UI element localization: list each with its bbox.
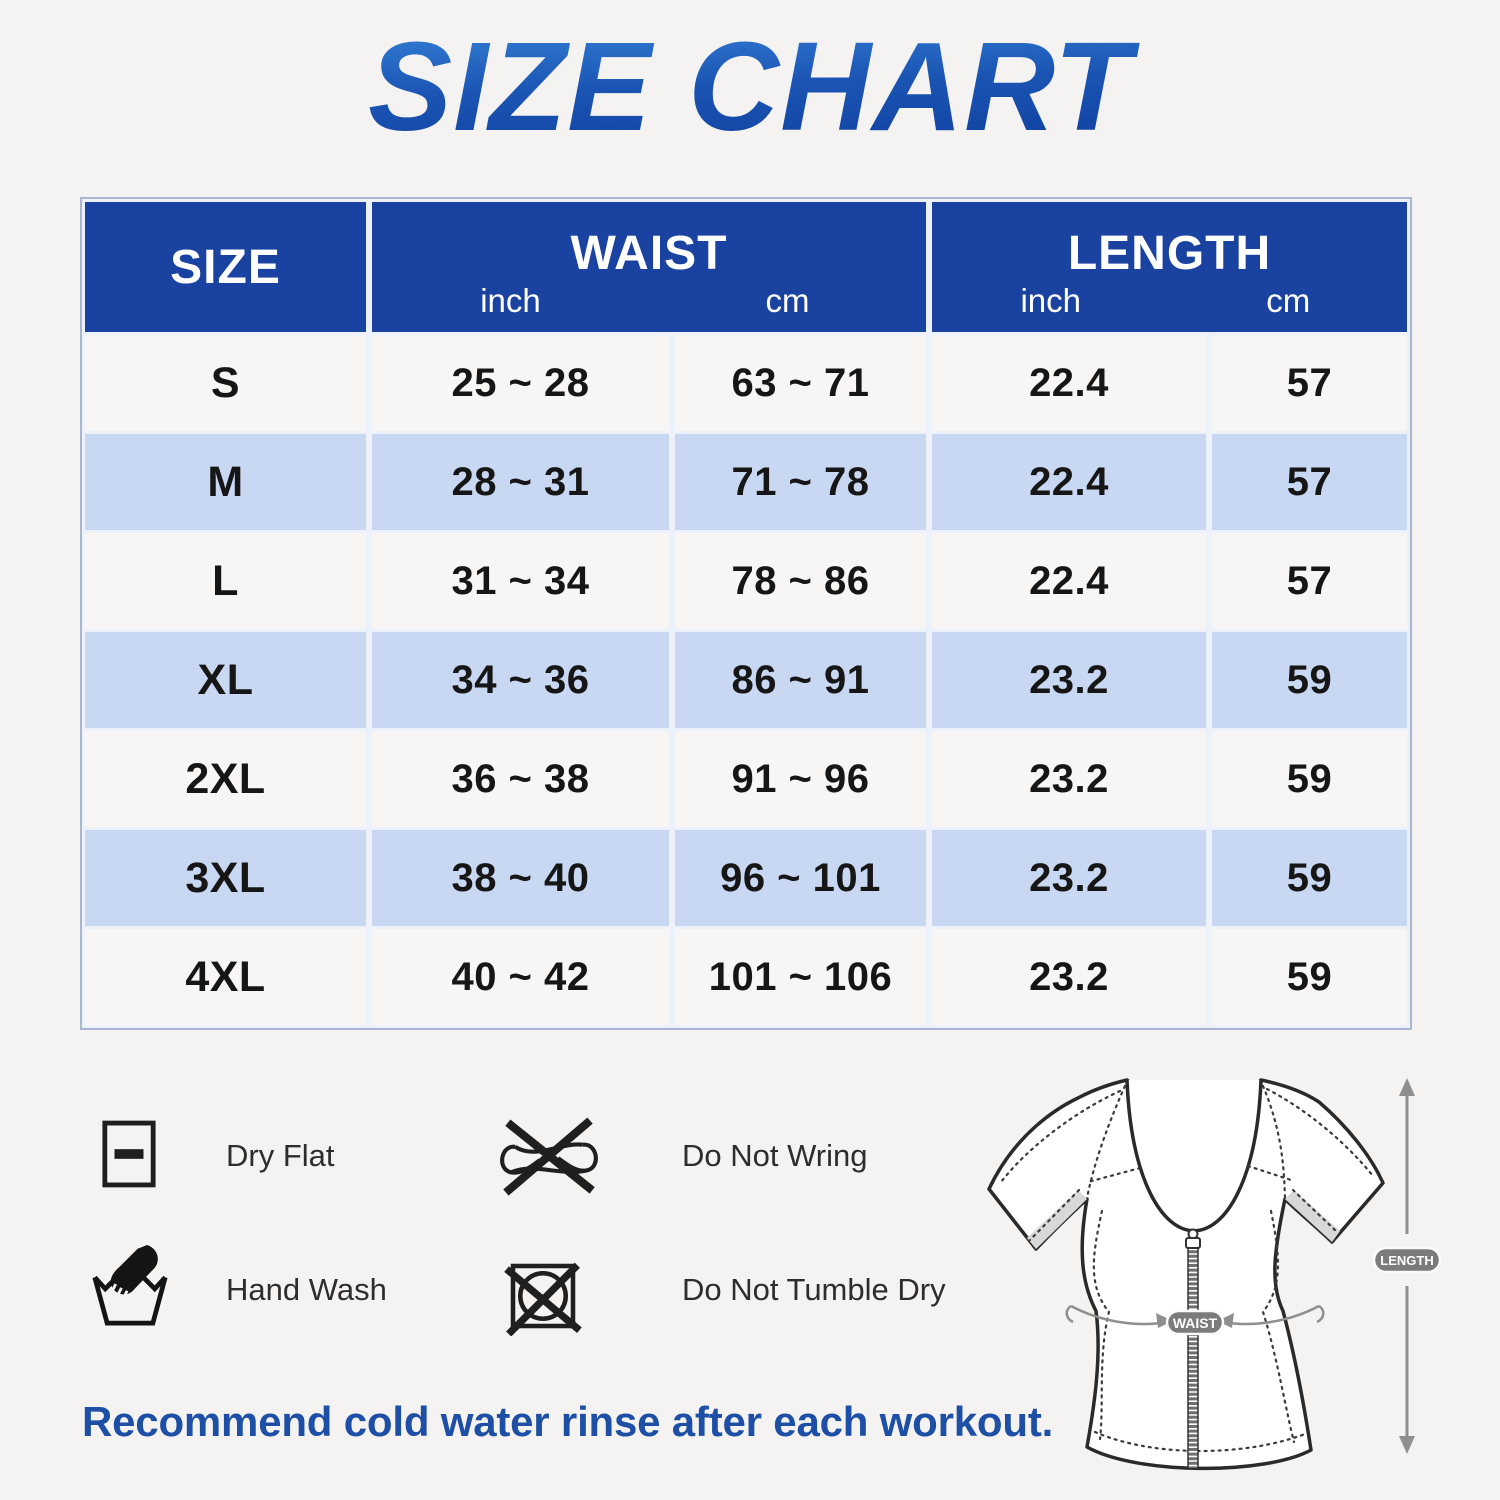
waist-unit-cm: cm — [765, 282, 810, 319]
table-cell: 59 — [1212, 632, 1407, 728]
length-pill-label: LENGTH — [1380, 1253, 1434, 1268]
length-unit-inch: inch — [1020, 282, 1082, 319]
table-cell: 36 ~ 38 — [372, 731, 669, 827]
header-waist-label: WAIST — [570, 227, 728, 280]
table-cell: 23.2 — [932, 731, 1206, 827]
waist-unit-inch: inch — [480, 282, 541, 319]
care-label-hand-wash: Hand Wash — [226, 1272, 387, 1307]
table-cell: 78 ~ 86 — [675, 533, 926, 629]
length-pill — [1374, 1248, 1440, 1272]
table-cell: 38 ~ 40 — [372, 830, 669, 926]
table-cell: 40 ~ 42 — [372, 929, 669, 1025]
size-chart-table — [80, 197, 1412, 1030]
care-label-do-not-tumble-dry: Do Not Tumble Dry — [682, 1272, 946, 1307]
table-cell: 23.2 — [932, 632, 1206, 728]
table-cell: 57 — [1212, 335, 1407, 431]
footer-note: Recommend cold water rinse after each workout. — [82, 1398, 1054, 1445]
table-cell: 91 ~ 96 — [675, 731, 926, 827]
do-not-wring-icon — [492, 1114, 606, 1196]
waist-pill — [1167, 1311, 1223, 1334]
table-cell: 59 — [1212, 731, 1407, 827]
header-waist — [372, 202, 926, 332]
header-length — [932, 202, 1407, 332]
table-cell: 71 ~ 78 — [675, 434, 926, 530]
table-cell: 22.4 — [932, 434, 1206, 530]
table-cell: 59 — [1212, 830, 1407, 926]
length-unit-cm: cm — [1266, 282, 1311, 319]
table-cell: 57 — [1212, 434, 1407, 530]
care-label-do-not-wring: Do Not Wring — [682, 1138, 868, 1173]
header-length-label: LENGTH — [1067, 227, 1272, 280]
table-cell: 63 ~ 71 — [675, 335, 926, 431]
table-cell: 34 ~ 36 — [372, 632, 669, 728]
table-cell: 57 — [1212, 533, 1407, 629]
table-cell: 23.2 — [932, 929, 1206, 1025]
table-cell: 22.4 — [932, 533, 1206, 629]
table-cell: XL — [85, 632, 366, 728]
table-cell: 28 ~ 31 — [372, 434, 669, 530]
table-cell: 23.2 — [932, 830, 1206, 926]
table-cell: 59 — [1212, 929, 1407, 1025]
table-cell: S — [85, 335, 366, 431]
table-cell: M — [85, 434, 366, 530]
table-cell: L — [85, 533, 366, 629]
zipper — [1186, 1230, 1200, 1469]
table-cell: 3XL — [85, 830, 366, 926]
table-cell: 25 ~ 28 — [372, 335, 669, 431]
table-cell: 22.4 — [932, 335, 1206, 431]
header-size — [85, 202, 366, 332]
page-title: SIZE CHART — [0, 14, 1500, 159]
table-cell: 96 ~ 101 — [675, 830, 926, 926]
hand-wash-icon — [90, 1240, 170, 1330]
table-cell: 31 ~ 34 — [372, 533, 669, 629]
waist-pill-label: WAIST — [1172, 1315, 1218, 1331]
table-cell: 4XL — [85, 929, 366, 1025]
table-cell: 86 ~ 91 — [675, 632, 926, 728]
table-cell: 101 ~ 106 — [675, 929, 926, 1025]
header-size-label: SIZE — [170, 241, 281, 294]
do-not-tumble-dry-icon — [503, 1256, 583, 1336]
care-label-dry-flat: Dry Flat — [226, 1138, 335, 1173]
dry-flat-icon — [100, 1118, 158, 1190]
table-cell: 2XL — [85, 731, 366, 827]
